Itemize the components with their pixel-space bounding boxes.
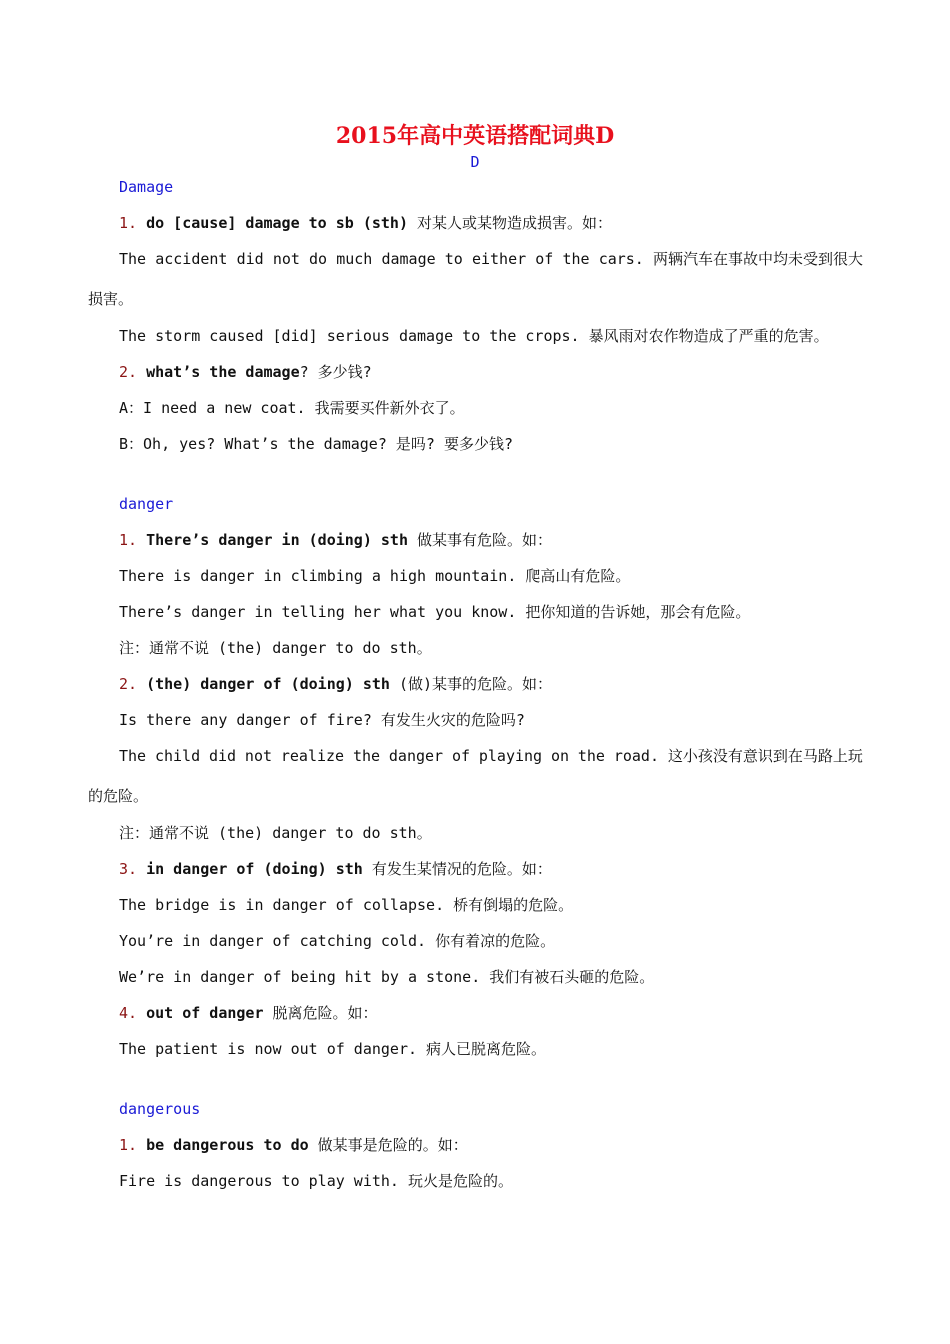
word-token: accident [155, 250, 228, 268]
sense-number: 2. [119, 363, 138, 381]
sense-number: 2. [119, 675, 138, 693]
example-danger-3b: You’re in danger of catching cold. 你有着凉的危险。 [119, 932, 556, 950]
collocation-phrase: be dangerous to do [146, 1136, 309, 1154]
sense-damage-2 [119, 362, 372, 382]
example-damage-1a [119, 249, 863, 269]
example-damage-1a-continued: 损害。 [88, 290, 134, 308]
word-token: 这小孩没有意识到在马路上玩 [667, 747, 863, 765]
collocation-phrase: There’s danger in (doing) sth [146, 531, 408, 549]
word-token: playing [478, 747, 543, 765]
collocation-phrase: in danger of (doing) sth [146, 860, 363, 878]
page-title: 2015年高中英语搭配词典D [335, 123, 615, 149]
sense-number: 1. [119, 1136, 138, 1154]
word-token: child [154, 747, 201, 765]
word-token: do [309, 250, 328, 268]
example-damage-2b: B：Oh, yes? What’s the damage? 是吗? 要多少钱? [119, 435, 513, 453]
example-dangerous-1a: Fire is dangerous to play with. 玩火是危险的。 [119, 1172, 513, 1190]
word-token: danger [388, 747, 444, 765]
sense-danger-4 [119, 1003, 378, 1023]
word-token: either [471, 250, 527, 268]
word-token: the [577, 747, 605, 765]
collocation-phrase: out of danger [146, 1004, 264, 1022]
example-danger-1b: There’s danger in telling her what you know. 把你知道的告诉她，那会有危险。 [119, 603, 751, 621]
word-token: realize [280, 747, 345, 765]
usage-note: 注：通常不说 (the) danger to do sth。 [119, 824, 432, 842]
sense-number: 1. [119, 214, 138, 232]
word-token: damage [381, 250, 436, 268]
word-token: did [208, 747, 237, 765]
collocation-phrase: what’s the damage [146, 363, 300, 381]
word-token: on [550, 747, 570, 765]
example-danger-4a: The patient is now out of danger. 病人已脱离危险。 [119, 1040, 547, 1058]
sense-meaning: 脱离危险。如： [263, 1004, 378, 1022]
word-token: not [244, 747, 273, 765]
sense-meaning: 对某人或某物造成损害。如： [408, 214, 613, 232]
collocation-phrase: (the) danger of (doing) sth [146, 675, 390, 693]
sense-meaning: 有发生某情况的危险。如： [362, 860, 552, 878]
word-token: the [352, 747, 381, 765]
example-danger-3c: We’re in danger of being hit by a stone. 我们有被石头砸的危险。 [119, 968, 655, 986]
example-danger-3a: The bridge is in danger of collapse. 桥有倒塌的危险。 [119, 896, 574, 914]
word-token: of [535, 250, 554, 268]
headword-dangerous: dangerous [119, 1100, 201, 1118]
example-damage-1b: The storm caused [did] serious damage to the crops. 暴风雨对农作物造成了严重的危害。 [119, 327, 829, 345]
word-token: to [444, 250, 463, 268]
word-token: did [236, 250, 264, 268]
sense-meaning: (做)某事的危险。如： [389, 675, 553, 693]
word-token: not [272, 250, 300, 268]
word-token: The [119, 250, 147, 268]
word-token: much [336, 250, 373, 268]
sense-meaning: 做某事是危险的。如： [308, 1136, 468, 1154]
example-damage-2a: A：I need a new coat. 我需要买件新外衣了。 [119, 399, 465, 417]
sense-number: 4. [119, 1004, 138, 1022]
example-danger-1a: There is danger in climbing a high mountain. 爬高山有危险。 [119, 567, 631, 585]
sense-danger-2 [119, 674, 552, 694]
headword-danger: danger [119, 495, 174, 513]
example-danger-2b-continued: 的危险。 [88, 787, 149, 805]
example-danger-2a: Is there any danger of fire? 有发生火灾的危险吗? [119, 711, 525, 729]
sense-damage-1 [119, 213, 612, 233]
section-letter: D [470, 153, 480, 171]
collocation-phrase: do [cause] damage to sb (sth) [146, 214, 408, 232]
sense-dangerous-1 [119, 1135, 468, 1155]
sense-danger-3 [119, 859, 552, 879]
example-danger-2b [119, 746, 863, 766]
word-token: the [562, 250, 590, 268]
sense-danger-1 [119, 530, 552, 550]
sense-number: 1. [119, 531, 138, 549]
sense-number: 3. [119, 860, 138, 878]
sense-meaning: ? 多少钱? [299, 363, 372, 381]
word-token: road. [613, 747, 659, 765]
word-token: The [119, 747, 147, 765]
word-token: 两辆汽车在事故中均未受到很大 [652, 250, 863, 268]
usage-note: 注：通常不说 (the) danger to do sth。 [119, 639, 432, 657]
sense-meaning: 做某事有危险。如： [408, 531, 553, 549]
word-token: cars. [598, 250, 644, 268]
headword-damage: Damage [119, 178, 174, 196]
word-token: of [451, 747, 471, 765]
